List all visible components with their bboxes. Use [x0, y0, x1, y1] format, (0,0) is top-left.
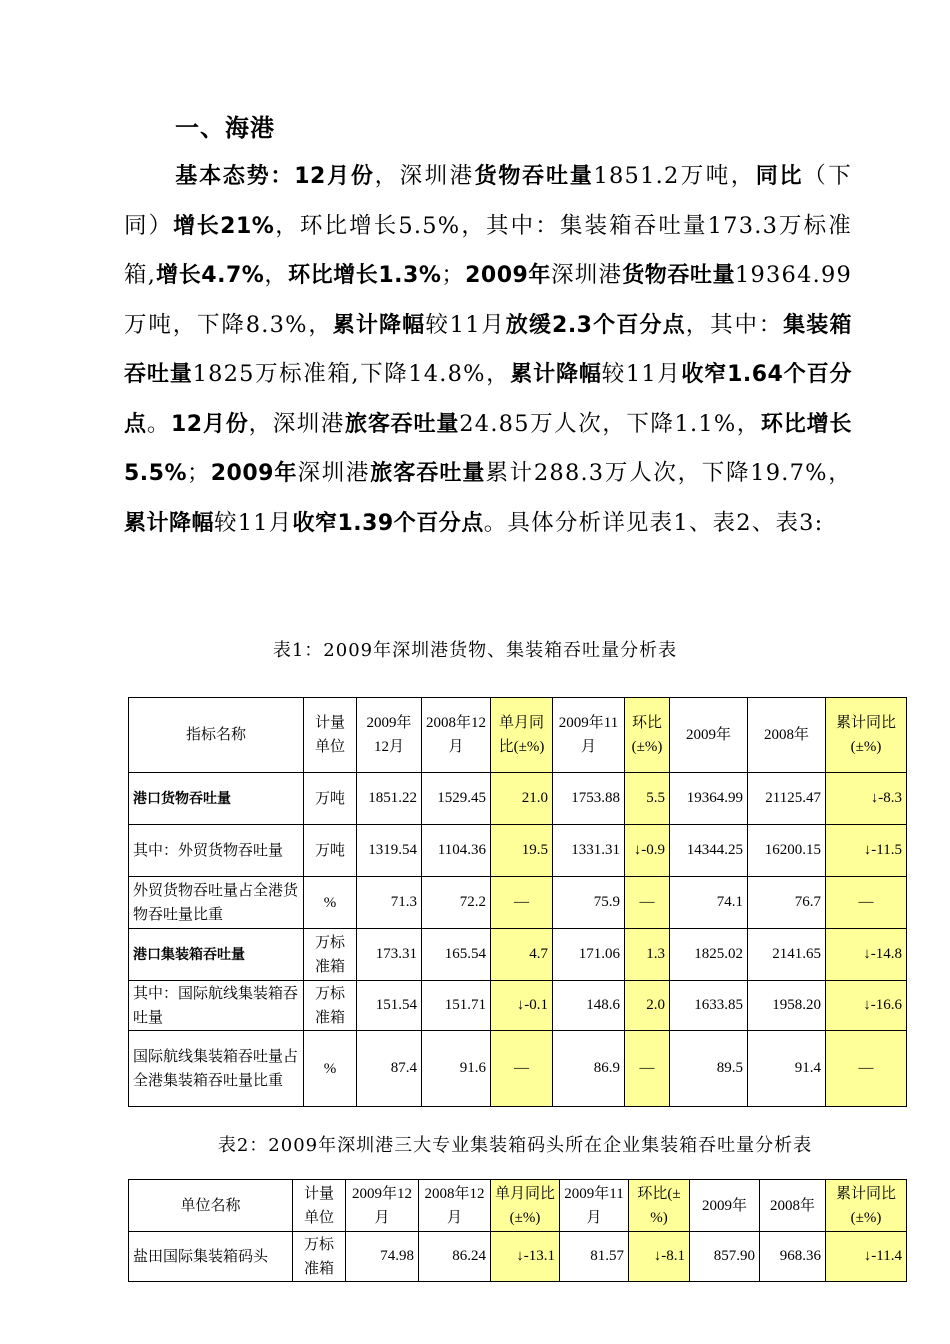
value-cell: 21125.47 — [748, 773, 826, 825]
header-indicator-name: 指标名称 — [129, 698, 304, 773]
value-cell: 173.31 — [357, 929, 422, 981]
header-monthly-yoy: 单月同比(±%) — [491, 698, 553, 773]
body-text: 深圳港 — [550, 262, 623, 288]
value-cell: 1851.22 — [357, 773, 422, 825]
body-text: ； — [441, 262, 466, 288]
value-cell: 86.24 — [419, 1232, 491, 1282]
emphasis-text: 货物吞吐量 — [474, 164, 594, 189]
body-text: 。 — [146, 410, 171, 437]
table1-cargo-container-throughput — [128, 697, 907, 1107]
value-cell: ↓-11.5 — [826, 825, 907, 877]
row-label: 港口集装箱吞吐量 — [129, 929, 304, 981]
emphasis-text: 集装箱吞吐量 — [124, 312, 852, 387]
value-cell: 171.06 — [553, 929, 625, 981]
value-cell: 857.90 — [690, 1232, 760, 1282]
body-text: ， — [264, 262, 289, 288]
summary-paragraph — [124, 152, 852, 548]
header-2008-dec: 2008年12月 — [422, 698, 491, 773]
header-2009-nov: 2009年11月 — [560, 1180, 629, 1232]
value-cell: 19.5 — [491, 825, 553, 877]
emphasis-text: 旅客吞吐量 — [370, 461, 486, 486]
body-text: 累计288.3万人次，下降19.7%， — [485, 460, 852, 486]
value-cell: 1331.31 — [553, 825, 625, 877]
value-cell: 91.4 — [748, 1031, 826, 1107]
value-cell: 1104.36 — [422, 825, 491, 877]
value-cell: 14344.25 — [670, 825, 748, 877]
value-cell: ↓-16.6 — [826, 981, 907, 1031]
value-cell: 76.7 — [748, 877, 826, 929]
value-cell: ↓-14.8 — [826, 929, 907, 981]
emphasis-text: 累计降幅 — [332, 312, 426, 338]
section-heading: 一、海港 — [175, 114, 275, 142]
unit-cell: 万标准箱 — [293, 1232, 346, 1282]
emphasis-text: 基本态势：12月份 — [174, 164, 375, 189]
header-unit-name: 单位名称 — [129, 1180, 293, 1232]
emphasis-text: 同比 — [755, 164, 804, 189]
row-label: 外贸货物吞吐量占全港货物吞吐量比重 — [129, 877, 304, 929]
value-cell: 151.54 — [357, 981, 422, 1031]
body-text: 19364.99万吨，下降8.3%， — [124, 262, 852, 338]
row-label: 其中：外贸货物吞吐量 — [129, 825, 304, 877]
header-mom: 环比(±%) — [629, 1180, 690, 1232]
unit-cell: 万标准箱 — [304, 981, 357, 1031]
value-cell: ↓-8.3 — [826, 773, 907, 825]
row-label: 其中：国际航线集装箱吞吐量 — [129, 981, 304, 1031]
unit-cell: 万吨 — [304, 773, 357, 825]
table2-caption: 表2：2009年深圳港三大专业集装箱码头所在企业集装箱吞吐量分析表 — [217, 1135, 813, 1156]
table-row — [129, 1232, 907, 1282]
value-cell: 1529.45 — [422, 773, 491, 825]
value-cell: 148.6 — [553, 981, 625, 1031]
emphasis-text: 货物吞吐量 — [622, 263, 736, 288]
body-text: ； — [187, 460, 211, 486]
header-2008: 2008年 — [748, 698, 826, 773]
body-text: 24.85万人次，下降1.1%， — [459, 410, 761, 437]
value-cell: ↓-0.9 — [625, 825, 670, 877]
header-unit: 计量单位 — [293, 1180, 346, 1232]
emphasis-text: 2009年 — [210, 461, 298, 486]
value-cell: 1958.20 — [748, 981, 826, 1031]
value-cell: 75.9 — [553, 877, 625, 929]
table2-terminal-throughput — [128, 1179, 907, 1282]
row-label: 国际航线集装箱吞吐量占全港集装箱吞吐量比重 — [129, 1031, 304, 1107]
unit-cell: 万标准箱 — [304, 929, 357, 981]
unit-cell: 万吨 — [304, 825, 357, 877]
unit-cell: % — [304, 1031, 357, 1107]
emphasis-text: 旅客吞吐量 — [344, 411, 460, 437]
value-cell: 1753.88 — [553, 773, 625, 825]
emphasis-text: 2009年 — [465, 263, 551, 288]
value-cell: — — [625, 877, 670, 929]
body-text: 较11月 — [425, 311, 506, 338]
value-cell: 72.2 — [422, 877, 491, 929]
emphasis-text: 12月份 — [170, 411, 249, 437]
body-text: ，深圳港 — [248, 410, 345, 437]
unit-cell: % — [304, 877, 357, 929]
value-cell: 1825.02 — [670, 929, 748, 981]
header-2009-dec: 2009年12月 — [357, 698, 422, 773]
value-cell: 74.1 — [670, 877, 748, 929]
value-cell: 2.0 — [625, 981, 670, 1031]
value-cell: — — [625, 1031, 670, 1107]
emphasis-text: 环比增长1.3% — [288, 263, 442, 288]
value-cell: 91.6 — [422, 1031, 491, 1107]
body-text: 较11月 — [214, 509, 293, 536]
body-text: （下同） — [124, 163, 852, 239]
table-row — [129, 825, 907, 877]
value-cell: 74.98 — [346, 1232, 419, 1282]
value-cell: 1633.85 — [670, 981, 748, 1031]
header-2009: 2009年 — [690, 1180, 760, 1232]
value-cell: 16200.15 — [748, 825, 826, 877]
header-2009-nov: 2009年11月 — [553, 698, 625, 773]
table-row — [129, 981, 907, 1031]
value-cell: 968.36 — [760, 1232, 826, 1282]
table1-header-row — [129, 698, 907, 773]
emphasis-text: 增长21% — [173, 213, 275, 239]
row-label: 港口货物吞吐量 — [129, 773, 304, 825]
table-row — [129, 1031, 907, 1107]
body-text: 1825万标准箱,下降14.8%， — [192, 361, 511, 387]
emphasis-text: 累计降幅 — [124, 510, 215, 536]
value-cell: 2141.65 — [748, 929, 826, 981]
header-unit — [304, 698, 357, 773]
header-unit-text: 计量单位 — [314, 715, 345, 755]
table1-caption: 表1：2009年深圳港货物、集装箱吞吐量分析表 — [272, 640, 678, 661]
body-text: 深圳港 — [297, 460, 371, 486]
emphasis-text: 收窄1.64个百分点 — [124, 362, 852, 437]
value-cell: 165.54 — [422, 929, 491, 981]
body-text: ，环比增长5.5%，其中：集装箱吞吐量173.3万标准箱, — [124, 212, 852, 288]
emphasis-text: 放缓2.3个百分点 — [505, 312, 686, 338]
header-2008: 2008年 — [760, 1180, 826, 1232]
value-cell: 71.3 — [357, 877, 422, 929]
emphasis-text: 增长4.7% — [156, 263, 265, 288]
header-2009-dec: 2009年12月 — [346, 1180, 419, 1232]
emphasis-text: 收窄1.39个百分点 — [292, 510, 484, 536]
value-cell: 4.7 — [491, 929, 553, 981]
table-row — [129, 877, 907, 929]
value-cell: 1319.54 — [357, 825, 422, 877]
value-cell: 21.0 — [491, 773, 553, 825]
header-2008-dec: 2008年12月 — [419, 1180, 491, 1232]
value-cell: 86.9 — [553, 1031, 625, 1107]
emphasis-text: 累计降幅 — [510, 362, 602, 387]
body-text: 。具体分析详见表1、表2、表3: — [483, 509, 824, 536]
value-cell: — — [826, 877, 907, 929]
value-cell: ↓-13.1 — [491, 1232, 560, 1282]
value-cell: — — [826, 1031, 907, 1107]
value-cell: ↓-0.1 — [491, 981, 553, 1031]
value-cell: — — [491, 877, 553, 929]
value-cell: 19364.99 — [670, 773, 748, 825]
value-cell: 89.5 — [670, 1031, 748, 1107]
body-text: ，其中： — [685, 311, 784, 338]
header-2009: 2009年 — [670, 698, 748, 773]
value-cell: 151.71 — [422, 981, 491, 1031]
value-cell: — — [491, 1031, 553, 1107]
row-label: 盐田国际集装箱码头 — [129, 1232, 293, 1282]
value-cell: 1.3 — [625, 929, 670, 981]
value-cell: ↓-11.4 — [826, 1232, 907, 1282]
value-cell: 81.57 — [560, 1232, 629, 1282]
value-cell: 5.5 — [625, 773, 670, 825]
table2-header-row — [129, 1180, 907, 1232]
body-text: 较11月 — [601, 361, 682, 387]
value-cell: ↓-8.1 — [629, 1232, 690, 1282]
header-mom: 环比(±%) — [625, 698, 670, 773]
body-text: 1851.2万吨， — [593, 163, 756, 189]
table-row — [129, 929, 907, 981]
header-cumulative-yoy: 累计同比(±%) — [826, 1180, 907, 1232]
header-cumulative-yoy: 累计同比(±%) — [826, 698, 907, 773]
body-text: ，深圳港 — [374, 163, 475, 189]
emphasis-text: 环比增长5.5% — [124, 411, 852, 486]
header-monthly-yoy: 单月同比(±%) — [491, 1180, 560, 1232]
value-cell: 87.4 — [357, 1031, 422, 1107]
table-row — [129, 773, 907, 825]
